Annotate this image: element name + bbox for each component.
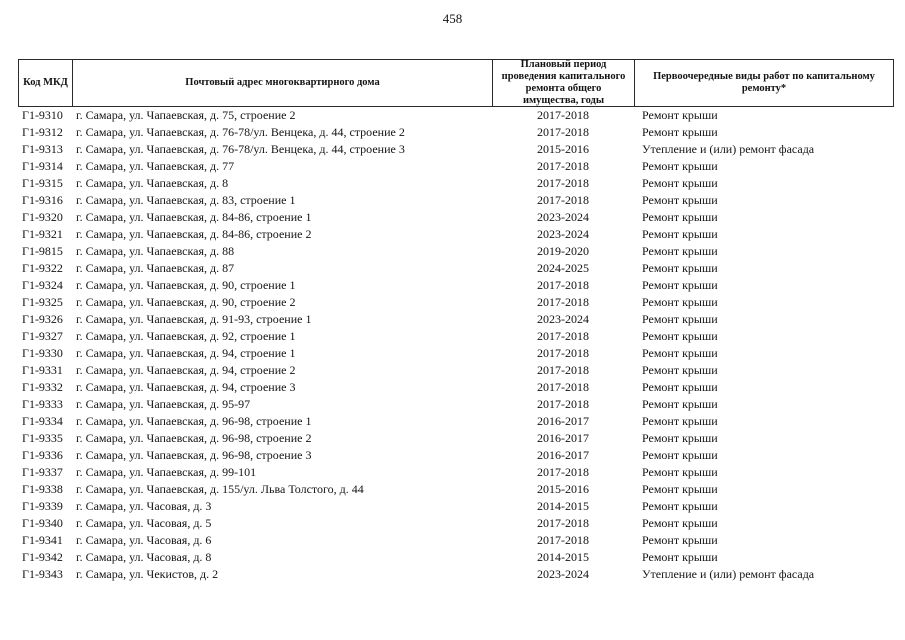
cell-mkd-code: Г1-9314 [22,159,63,173]
table-row [18,124,894,141]
cell-period: 2024-2025 [537,261,589,275]
cell-period: 2014-2015 [537,499,589,513]
cell-work-type: Ремонт крыши [642,261,718,275]
cell-address: г. Самара, ул. Чапаевская, д. 94, строение 3 [76,380,296,394]
cell-mkd-code: Г1-9324 [22,278,63,292]
cell-work-type: Ремонт крыши [642,533,718,547]
table-body [18,107,894,583]
table-row [18,515,894,532]
cell-work-type: Ремонт крыши [642,431,718,445]
table-row [18,209,894,226]
cell-period: 2015-2016 [537,142,589,156]
cell-work-type: Ремонт крыши [642,516,718,530]
cell-period: 2017-2018 [537,159,589,173]
cell-work-type: Ремонт крыши [642,414,718,428]
cell-mkd-code: Г1-9310 [22,108,63,122]
cell-mkd-code: Г1-9336 [22,448,63,462]
cell-work-type: Ремонт крыши [642,380,718,394]
cell-mkd-code: Г1-9331 [22,363,63,377]
cell-period: 2017-2018 [537,397,589,411]
cell-address: г. Самара, ул. Чапаевская, д. 84-86, строение 1 [76,210,312,224]
cell-address: г. Самара, ул. Чапаевская, д. 90, строение 2 [76,295,296,309]
table-row [18,328,894,345]
cell-work-type: Ремонт крыши [642,397,718,411]
cell-address: г. Самара, ул. Часовая, д. 5 [76,516,212,530]
table-row [18,294,894,311]
cell-mkd-code: Г1-9315 [22,176,63,190]
cell-work-type: Ремонт крыши [642,295,718,309]
table-row [18,413,894,430]
cell-mkd-code: Г1-9326 [22,312,63,326]
table-row [18,243,894,260]
table-row [18,464,894,481]
cell-mkd-code: Г1-9338 [22,482,63,496]
cell-period: 2014-2015 [537,550,589,564]
cell-address: г. Самара, ул. Чапаевская, д. 96-98, строение 1 [76,414,312,428]
cell-mkd-code: Г1-9340 [22,516,63,530]
table-row [18,447,894,464]
table-row [18,362,894,379]
table-row [18,277,894,294]
cell-address: г. Самара, ул. Часовая, д. 8 [76,550,212,564]
cell-mkd-code: Г1-9316 [22,193,63,207]
cell-address: г. Самара, ул. Чапаевская, д. 87 [76,261,235,275]
cell-work-type: Ремонт крыши [642,176,718,190]
cell-work-type: Утепление и (или) ремонт фасада [642,142,815,156]
cell-address: г. Самара, ул. Чапаевская, д. 8 [76,176,229,190]
cell-address: г. Самара, ул. Чапаевская, д. 91-93, строение 1 [76,312,312,326]
cell-period: 2023-2024 [537,567,589,581]
table-row [18,175,894,192]
cell-mkd-code: Г1-9332 [22,380,63,394]
cell-address: г. Самара, ул. Чапаевская, д. 155/ул. Льва Толстого, д. 44 [76,482,364,496]
table-row [18,481,894,498]
cell-address: г. Самара, ул. Чапаевская, д. 75, строение 2 [76,108,296,122]
cell-address: г. Самара, ул. Чапаевская, д. 83, строение 1 [76,193,296,207]
cell-address: г. Самара, ул. Чапаевская, д. 94, строение 2 [76,363,296,377]
cell-address: г. Самара, ул. Чапаевская, д. 84-86, строение 2 [76,227,312,241]
cell-mkd-code: Г1-9341 [22,533,63,547]
cell-address: г. Самара, ул. Чапаевская, д. 77 [76,159,235,173]
cell-work-type: Ремонт крыши [642,329,718,343]
cell-mkd-code: Г1-9815 [22,244,63,258]
table-row [18,498,894,515]
cell-period: 2017-2018 [537,380,589,394]
cell-period: 2017-2018 [537,295,589,309]
cell-period: 2017-2018 [537,533,589,547]
cell-work-type: Ремонт крыши [642,108,718,122]
header-works: Первоочередные виды работ по капитальному ремонту* [653,71,875,94]
cell-address: г. Самара, ул. Чапаевская, д. 95-97 [76,397,251,411]
table-row [18,532,894,549]
table-row [18,226,894,243]
cell-work-type: Ремонт крыши [642,227,718,241]
table-row [18,158,894,175]
cell-address: г. Самара, ул. Чапаевская, д. 96-98, строение 2 [76,431,312,445]
table-row [18,396,894,413]
table-header [18,59,894,107]
cell-address: г. Самара, ул. Чапаевская, д. 94, строение 1 [76,346,296,360]
cell-period: 2023-2024 [537,227,589,241]
cell-work-type: Ремонт крыши [642,244,718,258]
table-row [18,141,894,158]
cell-mkd-code: Г1-9325 [22,295,63,309]
cell-mkd-code: Г1-9337 [22,465,63,479]
cell-mkd-code: Г1-9339 [22,499,63,513]
cell-mkd-code: Г1-9321 [22,227,63,241]
cell-address: г. Самара, ул. Чапаевская, д. 88 [76,244,235,258]
cell-period: 2017-2018 [537,278,589,292]
cell-mkd-code: Г1-9343 [22,567,63,581]
cell-work-type: Ремонт крыши [642,550,718,564]
cell-period: 2017-2018 [537,363,589,377]
cell-mkd-code: Г1-9333 [22,397,63,411]
table-row [18,379,894,396]
table-row [18,549,894,566]
cell-address: г. Самара, ул. Чапаевская, д. 92, строение 1 [76,329,296,343]
header-code: Код МКД [19,60,73,106]
cell-mkd-code: Г1-9313 [22,142,63,156]
header-period: Плановый период проведения капитального ремонта общего имущества, годы [493,60,635,106]
cell-mkd-code: Г1-9334 [22,414,63,428]
cell-period: 2017-2018 [537,108,589,122]
cell-period: 2017-2018 [537,465,589,479]
cell-mkd-code: Г1-9335 [22,431,63,445]
cell-address: г. Самара, ул. Чапаевская, д. 76-78/ул. Венцека, д. 44, строение 3 [76,142,405,156]
cell-period: 2016-2017 [537,431,589,445]
table-row [18,260,894,277]
cell-work-type: Ремонт крыши [642,159,718,173]
cell-period: 2023-2024 [537,210,589,224]
cell-work-type: Ремонт крыши [642,482,718,496]
cell-work-type: Ремонт крыши [642,210,718,224]
cell-mkd-code: Г1-9342 [22,550,63,564]
page-number: 458 [442,11,463,26]
cell-work-type: Утепление и (или) ремонт фасада [642,567,815,581]
cell-mkd-code: Г1-9330 [22,346,63,360]
cell-period: 2016-2017 [537,448,589,462]
cell-work-type: Ремонт крыши [642,465,718,479]
cell-period: 2017-2018 [537,516,589,530]
table-row [18,345,894,362]
cell-mkd-code: Г1-9322 [22,261,63,275]
table-row [18,430,894,447]
cell-period: 2017-2018 [537,125,589,139]
cell-period: 2017-2018 [537,176,589,190]
header-address: Почтовый адрес многоквартирного дома [73,60,493,106]
table-row [18,566,894,583]
cell-address: г. Самара, ул. Чапаевская, д. 76-78/ул. Венцека, д. 44, строение 2 [76,125,405,139]
cell-address: г. Самара, ул. Чекистов, д. 2 [76,567,219,581]
cell-work-type: Ремонт крыши [642,312,718,326]
cell-address: г. Самара, ул. Часовая, д. 6 [76,533,212,547]
cell-period: 2023-2024 [537,312,589,326]
cell-address: г. Самара, ул. Чапаевская, д. 90, строение 1 [76,278,296,292]
cell-period: 2015-2016 [537,482,589,496]
cell-period: 2019-2020 [537,244,589,258]
cell-mkd-code: Г1-9312 [22,125,63,139]
cell-work-type: Ремонт крыши [642,363,718,377]
table-row [18,192,894,209]
cell-address: г. Самара, ул. Чапаевская, д. 96-98, строение 3 [76,448,312,462]
cell-mkd-code: Г1-9327 [22,329,63,343]
cell-work-type: Ремонт крыши [642,499,718,513]
cell-period: 2017-2018 [537,193,589,207]
cell-work-type: Ремонт крыши [642,278,718,292]
cell-work-type: Ремонт крыши [642,448,718,462]
cell-period: 2016-2017 [537,414,589,428]
cell-address: г. Самара, ул. Часовая, д. 3 [76,499,212,513]
cell-work-type: Ремонт крыши [642,125,718,139]
table-row [18,107,894,124]
cell-work-type: Ремонт крыши [642,193,718,207]
cell-period: 2017-2018 [537,329,589,343]
cell-work-type: Ремонт крыши [642,346,718,360]
cell-address: г. Самара, ул. Чапаевская, д. 99-101 [76,465,257,479]
cell-mkd-code: Г1-9320 [22,210,63,224]
table-row [18,311,894,328]
capital-repair-table [18,59,894,583]
cell-period: 2017-2018 [537,346,589,360]
